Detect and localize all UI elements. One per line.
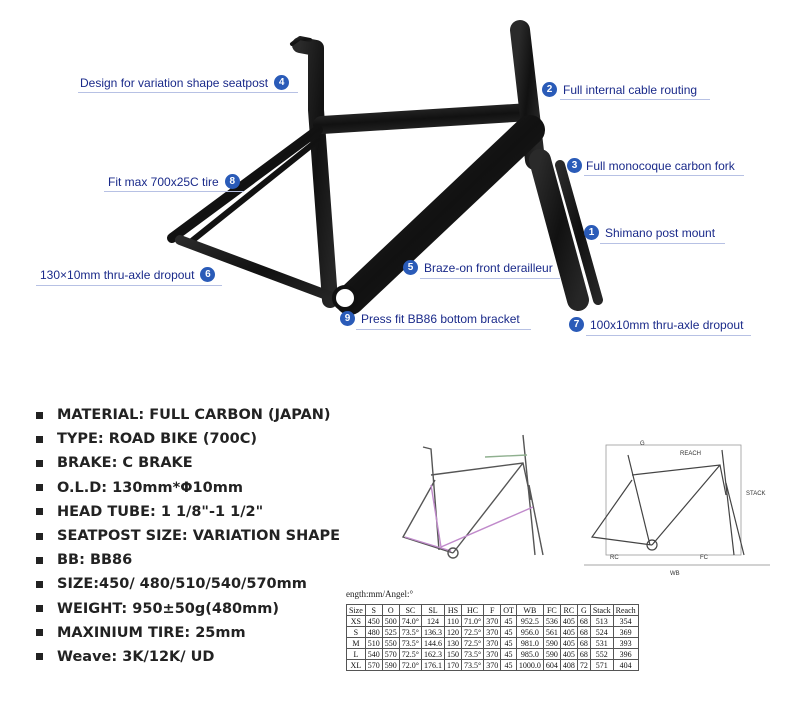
table-cell: 68 <box>577 616 590 627</box>
table-cell: 604 <box>543 660 560 671</box>
table-cell: 450 <box>365 616 382 627</box>
callout-rear-dropout <box>40 267 215 282</box>
table-cell: 68 <box>577 638 590 649</box>
spec-item <box>36 621 340 645</box>
table-header-cell: S <box>365 605 382 616</box>
table-cell: 124 <box>421 616 444 627</box>
table-cell: 552 <box>590 649 613 660</box>
bullet-square-icon <box>36 653 43 660</box>
callout-underline <box>356 329 531 330</box>
wb-label: WB <box>670 571 680 577</box>
table-cell: 985.0 <box>516 649 543 660</box>
table-cell: 72.5° <box>461 627 483 638</box>
callout-underline <box>600 243 725 244</box>
reach-label: REACH <box>680 451 702 457</box>
table-header-cell: F <box>484 605 501 616</box>
table-cell: 404 <box>613 660 638 671</box>
table-cell: 570 <box>382 649 399 660</box>
spec-text: WEIGHT: 950±50g(480mm) <box>57 600 279 617</box>
bullet-square-icon <box>36 460 43 467</box>
spec-item <box>36 451 340 475</box>
callout-underline <box>420 278 560 279</box>
table-cell: 136.3 <box>421 627 444 638</box>
table-cell: 150 <box>444 649 461 660</box>
table-cell: 68 <box>577 627 590 638</box>
bullet-square-icon <box>36 605 43 612</box>
table-header-row <box>347 605 639 616</box>
table-cell: 369 <box>613 627 638 638</box>
table-cell: 540 <box>365 649 382 660</box>
table-cell: 561 <box>543 627 560 638</box>
table-cell: 956.0 <box>516 627 543 638</box>
callout-text: Braze-on front derailleur <box>424 260 553 275</box>
spec-item <box>36 597 340 621</box>
bullet-square-icon <box>36 412 43 419</box>
table-cell: 74.0° <box>399 616 421 627</box>
callout-fork <box>567 158 735 173</box>
table-row <box>347 660 639 671</box>
table-row <box>347 616 639 627</box>
table-cell: 405 <box>560 627 577 638</box>
table-cell: 72.5° <box>399 649 421 660</box>
bullet-square-icon <box>36 508 43 515</box>
table-cell: 396 <box>613 649 638 660</box>
table-cell: 952.5 <box>516 616 543 627</box>
table-cell: 408 <box>560 660 577 671</box>
table-header-cell: G <box>577 605 590 616</box>
table-cell: 72.5° <box>461 638 483 649</box>
callout-seatpost <box>80 75 289 90</box>
table-cell: S <box>347 627 366 638</box>
table-header-cell: HS <box>444 605 461 616</box>
bullet-square-icon <box>36 581 43 588</box>
g-label: G <box>640 441 645 447</box>
table-cell: 405 <box>560 638 577 649</box>
spec-item <box>36 403 340 427</box>
table-cell: XL <box>347 660 366 671</box>
table-cell: 110 <box>444 616 461 627</box>
geometry-table <box>346 604 639 671</box>
callout-text: Design for variation shape seatpost <box>80 75 269 90</box>
table-cell: 68 <box>577 649 590 660</box>
spec-text: BRAKE: C BRAKE <box>57 455 193 472</box>
spec-item <box>36 427 340 451</box>
callout-front-dropout <box>569 317 743 332</box>
spec-item <box>36 524 340 548</box>
spec-item <box>36 500 340 524</box>
callout-tire <box>108 174 240 189</box>
table-cell: 531 <box>590 638 613 649</box>
table-header-cell: SC <box>399 605 421 616</box>
table-cell: 393 <box>613 638 638 649</box>
table-cell: 510 <box>365 638 382 649</box>
callout-text: 100x10mm thru-axle dropout <box>590 317 744 332</box>
table-header-cell: O <box>382 605 399 616</box>
spec-text: MAXINIUM TIRE: 25mm <box>57 624 246 641</box>
table-cell: 73.5° <box>461 660 483 671</box>
table-cell: 72 <box>577 660 590 671</box>
callout-underline <box>36 285 222 286</box>
table-header-cell: HC <box>461 605 483 616</box>
table-cell: 45 <box>501 660 517 671</box>
spec-text: O.L.D: 130mm*Φ10mm <box>57 479 243 496</box>
table-cell: 370 <box>484 616 501 627</box>
callout-number-badge: 1 <box>584 225 599 240</box>
spec-text: MATERIAL: FULL CARBON (JAPAN) <box>57 407 331 424</box>
table-cell: 45 <box>501 627 517 638</box>
callout-number-badge: 2 <box>542 82 557 97</box>
callout-text: Full monocoque carbon fork <box>586 158 735 173</box>
table-cell: 1000.0 <box>516 660 543 671</box>
table-row <box>347 627 639 638</box>
table-cell: 370 <box>484 627 501 638</box>
table-header-cell: Reach <box>613 605 638 616</box>
table-cell: 500 <box>382 616 399 627</box>
table-cell: 370 <box>484 649 501 660</box>
callout-text: Full internal cable routing <box>563 82 698 97</box>
callout-underline <box>104 191 244 192</box>
table-cell: 130 <box>444 638 461 649</box>
table-cell: 45 <box>501 616 517 627</box>
table-row <box>347 638 639 649</box>
spec-text: SEATPOST SIZE: VARIATION SHAPE <box>57 528 341 545</box>
table-header-cell: RC <box>560 605 577 616</box>
callout-number-badge: 9 <box>340 311 355 326</box>
table-cell: 525 <box>382 627 399 638</box>
fc-label: FC <box>700 555 708 561</box>
spec-list <box>36 403 340 669</box>
callout-number-badge: 3 <box>567 158 582 173</box>
table-cell: 524 <box>590 627 613 638</box>
frame-line-drawing <box>395 425 575 575</box>
spec-item <box>36 548 340 572</box>
spec-item <box>36 476 340 500</box>
callout-underline <box>560 99 710 100</box>
table-cell: 590 <box>382 660 399 671</box>
spec-text: TYPE: ROAD BIKE (700C) <box>57 431 257 448</box>
table-cell: 120 <box>444 627 461 638</box>
table-cell: 536 <box>543 616 560 627</box>
callout-number-badge: 6 <box>200 267 215 282</box>
geometry-caption: ength:mm/Angel:° <box>346 589 414 599</box>
table-cell: 405 <box>560 649 577 660</box>
callout-underline <box>586 335 751 336</box>
table-cell: 370 <box>484 660 501 671</box>
table-cell: 170 <box>444 660 461 671</box>
table-header-cell: Size <box>347 605 366 616</box>
callout-number-badge: 4 <box>274 75 289 90</box>
callout-text: 130×10mm thru-axle dropout <box>40 267 195 282</box>
table-cell: 73.5° <box>399 627 421 638</box>
table-cell: 571 <box>590 660 613 671</box>
table-cell: 144.6 <box>421 638 444 649</box>
callout-post-mount <box>584 225 715 240</box>
table-cell: 72.0° <box>399 660 421 671</box>
table-cell: 370 <box>484 638 501 649</box>
bullet-square-icon <box>36 533 43 540</box>
spec-text: Weave: 3K/12K/ UD <box>57 648 215 665</box>
table-cell: M <box>347 638 366 649</box>
spec-item <box>36 572 340 596</box>
table-cell: 550 <box>382 638 399 649</box>
spec-text: HEAD TUBE: 1 1/8"-1 1/2" <box>57 503 264 520</box>
table-cell: 981.0 <box>516 638 543 649</box>
table-header-cell: WB <box>516 605 543 616</box>
table-header-cell: Stack <box>590 605 613 616</box>
table-header-cell: OT <box>501 605 517 616</box>
callout-text: Press fit BB86 bottom bracket <box>361 311 520 326</box>
table-cell: 480 <box>365 627 382 638</box>
bullet-square-icon <box>36 557 43 564</box>
callout-bottom-bracket <box>340 311 520 326</box>
bullet-square-icon <box>36 629 43 636</box>
table-header-cell: SL <box>421 605 444 616</box>
table-cell: L <box>347 649 366 660</box>
spec-text: BB: BB86 <box>57 552 133 569</box>
rc-label: RC <box>610 555 619 561</box>
table-cell: 354 <box>613 616 638 627</box>
table-cell: 162.3 <box>421 649 444 660</box>
table-cell: 513 <box>590 616 613 627</box>
table-cell: 45 <box>501 638 517 649</box>
table-row <box>347 649 639 660</box>
stack-label: STACK <box>746 491 766 497</box>
bullet-square-icon <box>36 484 43 491</box>
callout-underline <box>584 175 744 176</box>
callout-front-derailleur <box>403 260 553 275</box>
callout-cable-routing <box>542 82 697 97</box>
callout-number-badge: 7 <box>569 317 584 332</box>
table-cell: 73.5° <box>399 638 421 649</box>
table-cell: 71.0° <box>461 616 483 627</box>
table-cell: 590 <box>543 638 560 649</box>
callout-underline <box>78 92 298 93</box>
callout-text: Fit max 700x25C tire <box>108 174 219 189</box>
spec-text: SIZE:450/ 480/510/540/570mm <box>57 576 307 593</box>
callout-text: Shimano post mount <box>605 225 716 240</box>
callout-number-badge: 8 <box>225 174 240 189</box>
spec-item <box>36 645 340 669</box>
table-header-cell: FC <box>543 605 560 616</box>
table-cell: 570 <box>365 660 382 671</box>
table-cell: 590 <box>543 649 560 660</box>
table-cell: XS <box>347 616 366 627</box>
geometry-diagram <box>580 435 785 580</box>
table-cell: 176.1 <box>421 660 444 671</box>
table-cell: 73.5° <box>461 649 483 660</box>
table-cell: 405 <box>560 616 577 627</box>
callout-number-badge: 5 <box>403 260 418 275</box>
table-cell: 45 <box>501 649 517 660</box>
bullet-square-icon <box>36 436 43 443</box>
